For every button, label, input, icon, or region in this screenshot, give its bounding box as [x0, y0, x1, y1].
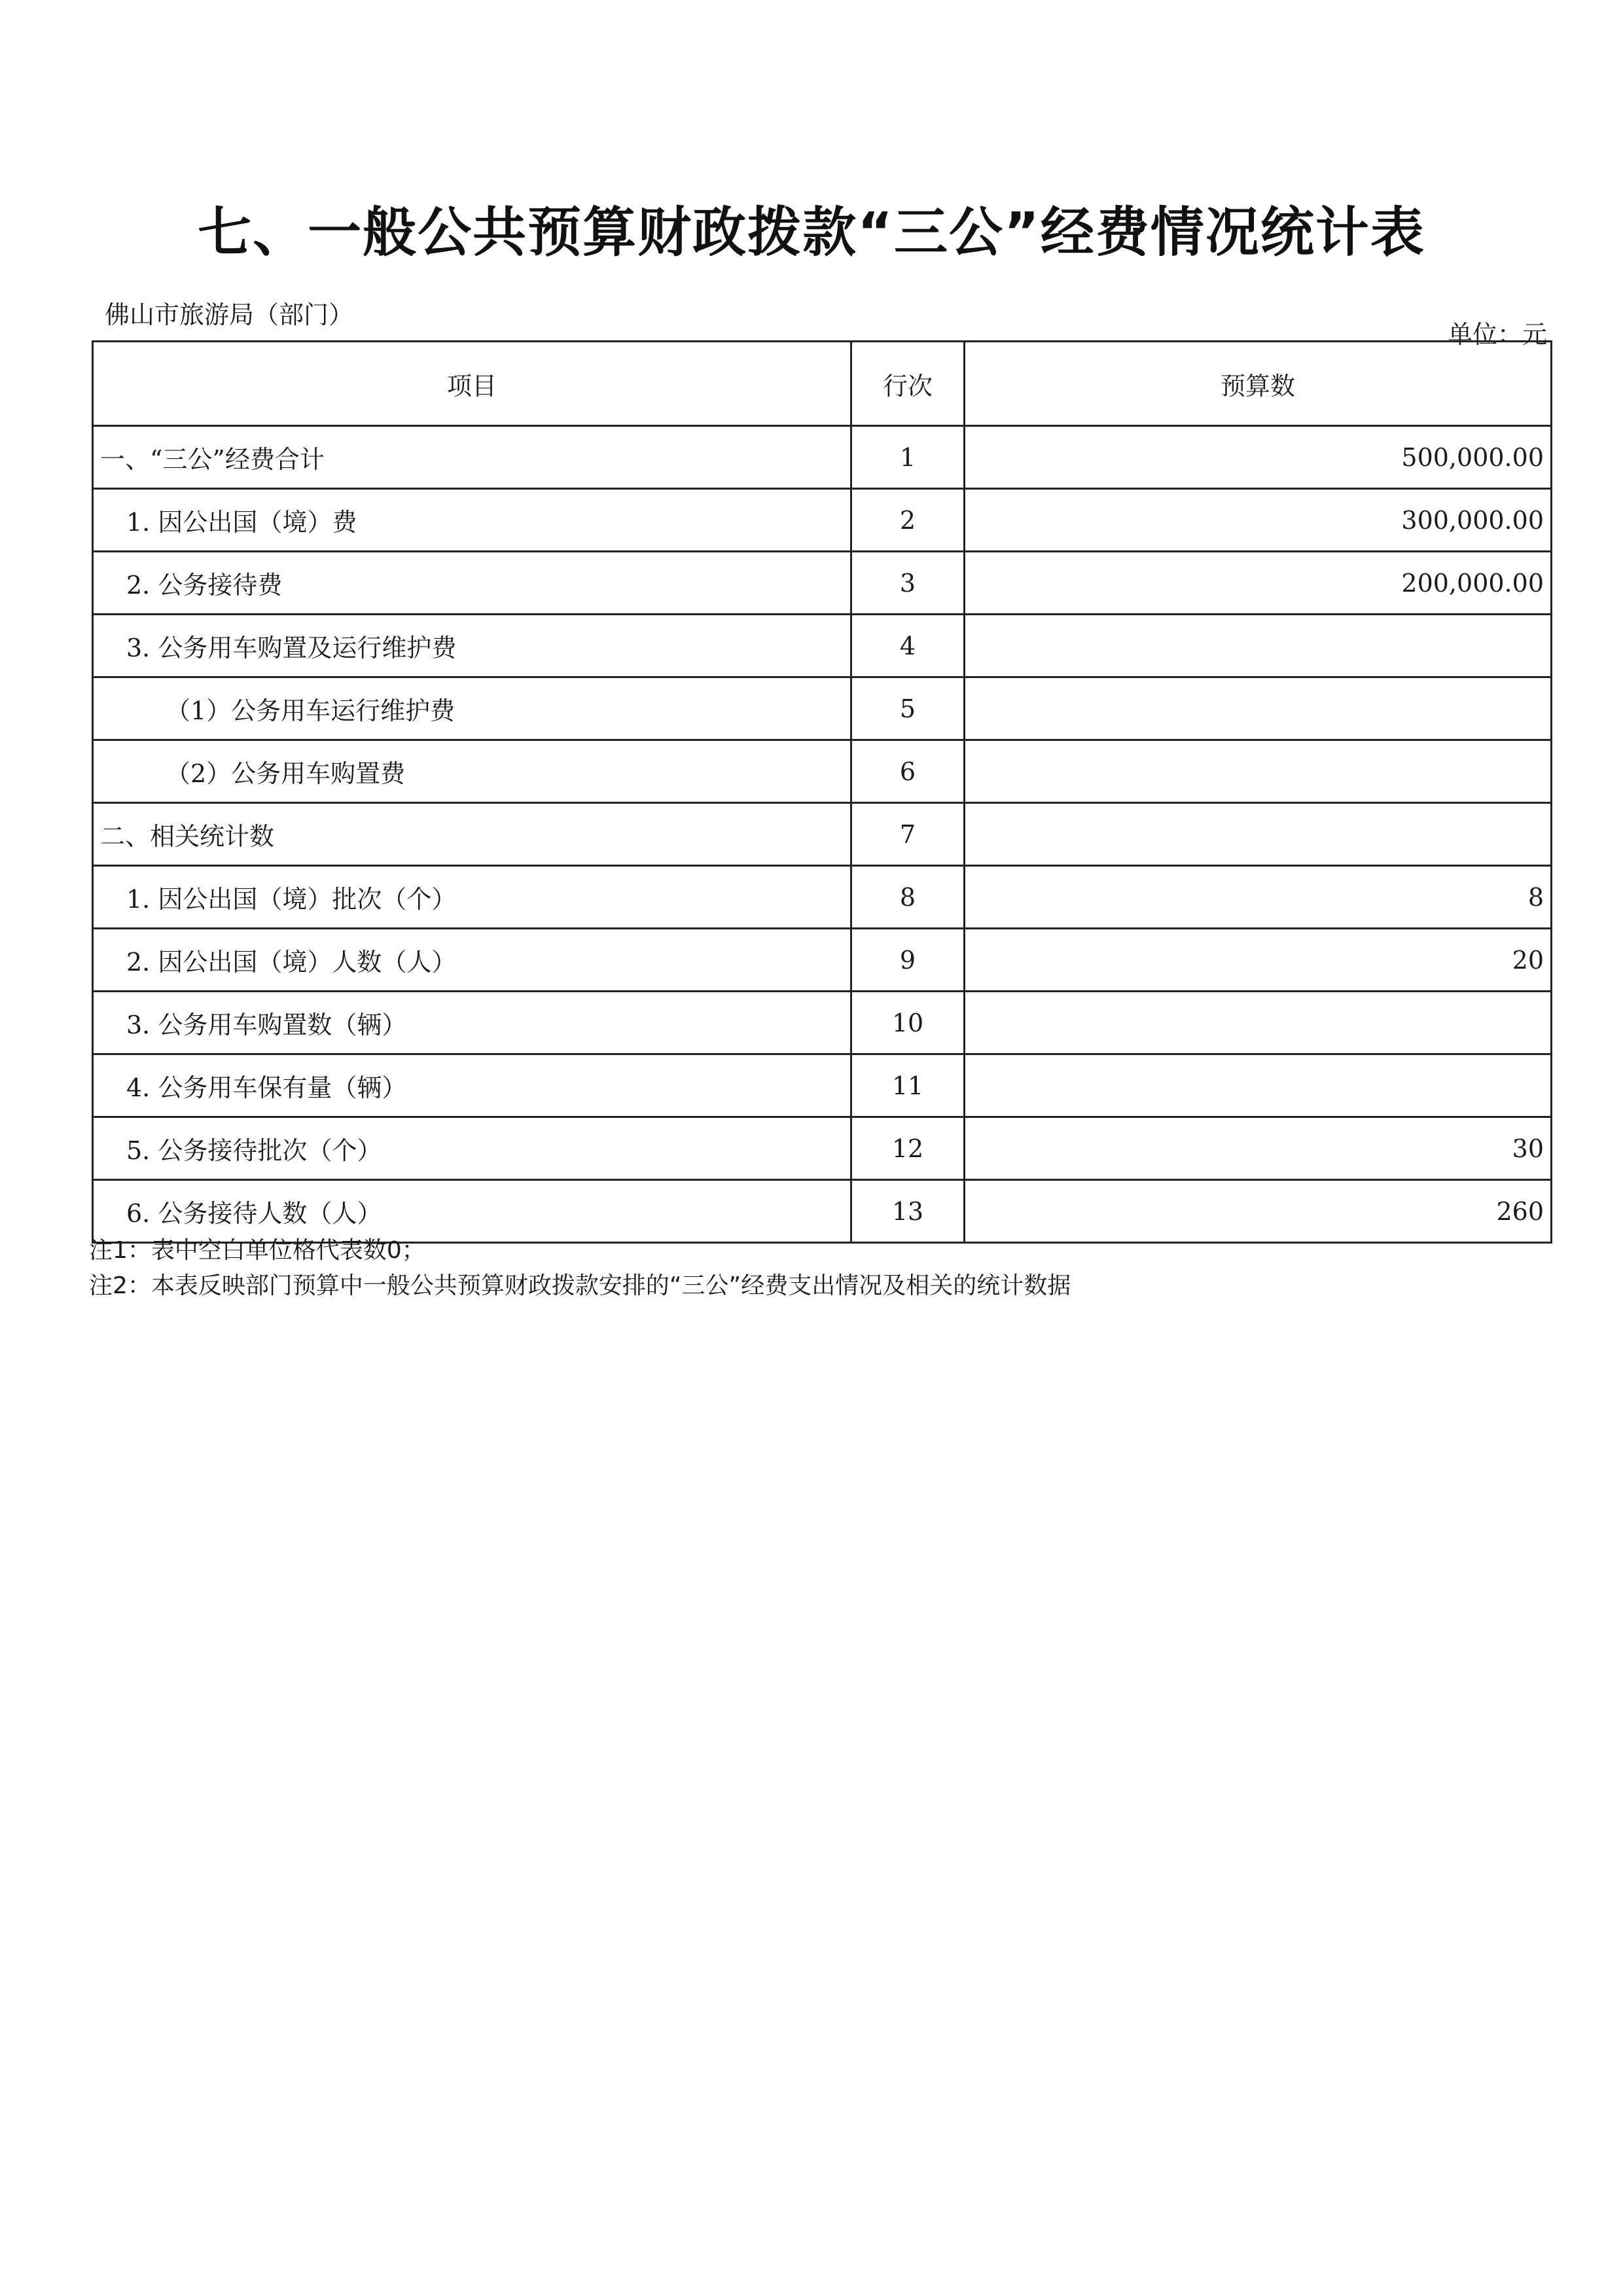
row-value	[965, 615, 1552, 677]
table-row	[93, 489, 1552, 552]
table-header-row	[93, 342, 1552, 426]
row-value: 260	[965, 1180, 1552, 1243]
table-row	[93, 866, 1552, 929]
row-item: 1. 因公出国（境）费	[93, 489, 851, 552]
row-item: 4. 公务用车保有量（辆）	[93, 1054, 851, 1117]
row-value	[965, 1054, 1552, 1117]
row-item: 2. 公务接待费	[93, 552, 851, 615]
row-item: 1. 因公出国（境）批次（个）	[93, 866, 851, 929]
row-item: 一、“三公”经费合计	[93, 426, 851, 489]
row-number: 7	[851, 803, 965, 866]
table-row	[93, 740, 1552, 803]
row-number: 10	[851, 992, 965, 1054]
row-number: 8	[851, 866, 965, 929]
note-2: 注2：本表反映部门预算中一般公共预算财政拨款安排的“三公”经费支出情况及相关的统计数据	[89, 1272, 1071, 1299]
table-row	[93, 552, 1552, 615]
table-row	[93, 677, 1552, 740]
row-number: 1	[851, 426, 965, 489]
row-item: 3. 公务用车购置及运行维护费	[93, 615, 851, 677]
row-number: 2	[851, 489, 965, 552]
row-value	[965, 992, 1552, 1054]
row-item: （1）公务用车运行维护费	[93, 677, 851, 740]
header-budget: 预算数	[965, 342, 1552, 426]
row-number: 3	[851, 552, 965, 615]
table-row	[93, 426, 1552, 489]
header-row-number: 行次	[851, 342, 965, 426]
row-item: （2）公务用车购置费	[93, 740, 851, 803]
row-value	[965, 803, 1552, 866]
table-row	[93, 615, 1552, 677]
row-item: 6. 公务接待人数（人）	[93, 1180, 851, 1243]
table-row	[93, 929, 1552, 992]
row-value: 30	[965, 1117, 1552, 1180]
budget-table	[92, 340, 1552, 1244]
row-value: 8	[965, 866, 1552, 929]
note-1: 注1：表中空白单位格代表数0；	[89, 1237, 425, 1264]
row-number: 13	[851, 1180, 965, 1243]
row-item: 3. 公务用车购置数（辆）	[93, 992, 851, 1054]
table-row	[93, 803, 1552, 866]
table-notes	[89, 1233, 1071, 1304]
row-number: 5	[851, 677, 965, 740]
row-number: 6	[851, 740, 965, 803]
row-item: 2. 因公出国（境）人数（人）	[93, 929, 851, 992]
row-number: 12	[851, 1117, 965, 1180]
row-value	[965, 740, 1552, 803]
row-number: 11	[851, 1054, 965, 1117]
table-row	[93, 1117, 1552, 1180]
row-value: 300,000.00	[965, 489, 1552, 552]
row-number: 9	[851, 929, 965, 992]
row-value: 20	[965, 929, 1552, 992]
unit-label: 单位：元	[1447, 320, 1547, 349]
header-item: 项目	[93, 342, 851, 426]
row-item: 二、相关统计数	[93, 803, 851, 866]
row-item: 5. 公务接待批次（个）	[93, 1117, 851, 1180]
table-row	[93, 992, 1552, 1054]
table-row	[93, 1054, 1552, 1117]
row-value: 500,000.00	[965, 426, 1552, 489]
department-label: 佛山市旅游局（部门）	[105, 300, 354, 329]
row-value: 200,000.00	[965, 552, 1552, 615]
page-title: 七、一般公共预算财政拨款“三公”经费情况统计表	[198, 202, 1425, 264]
row-value	[965, 677, 1552, 740]
row-number: 4	[851, 615, 965, 677]
